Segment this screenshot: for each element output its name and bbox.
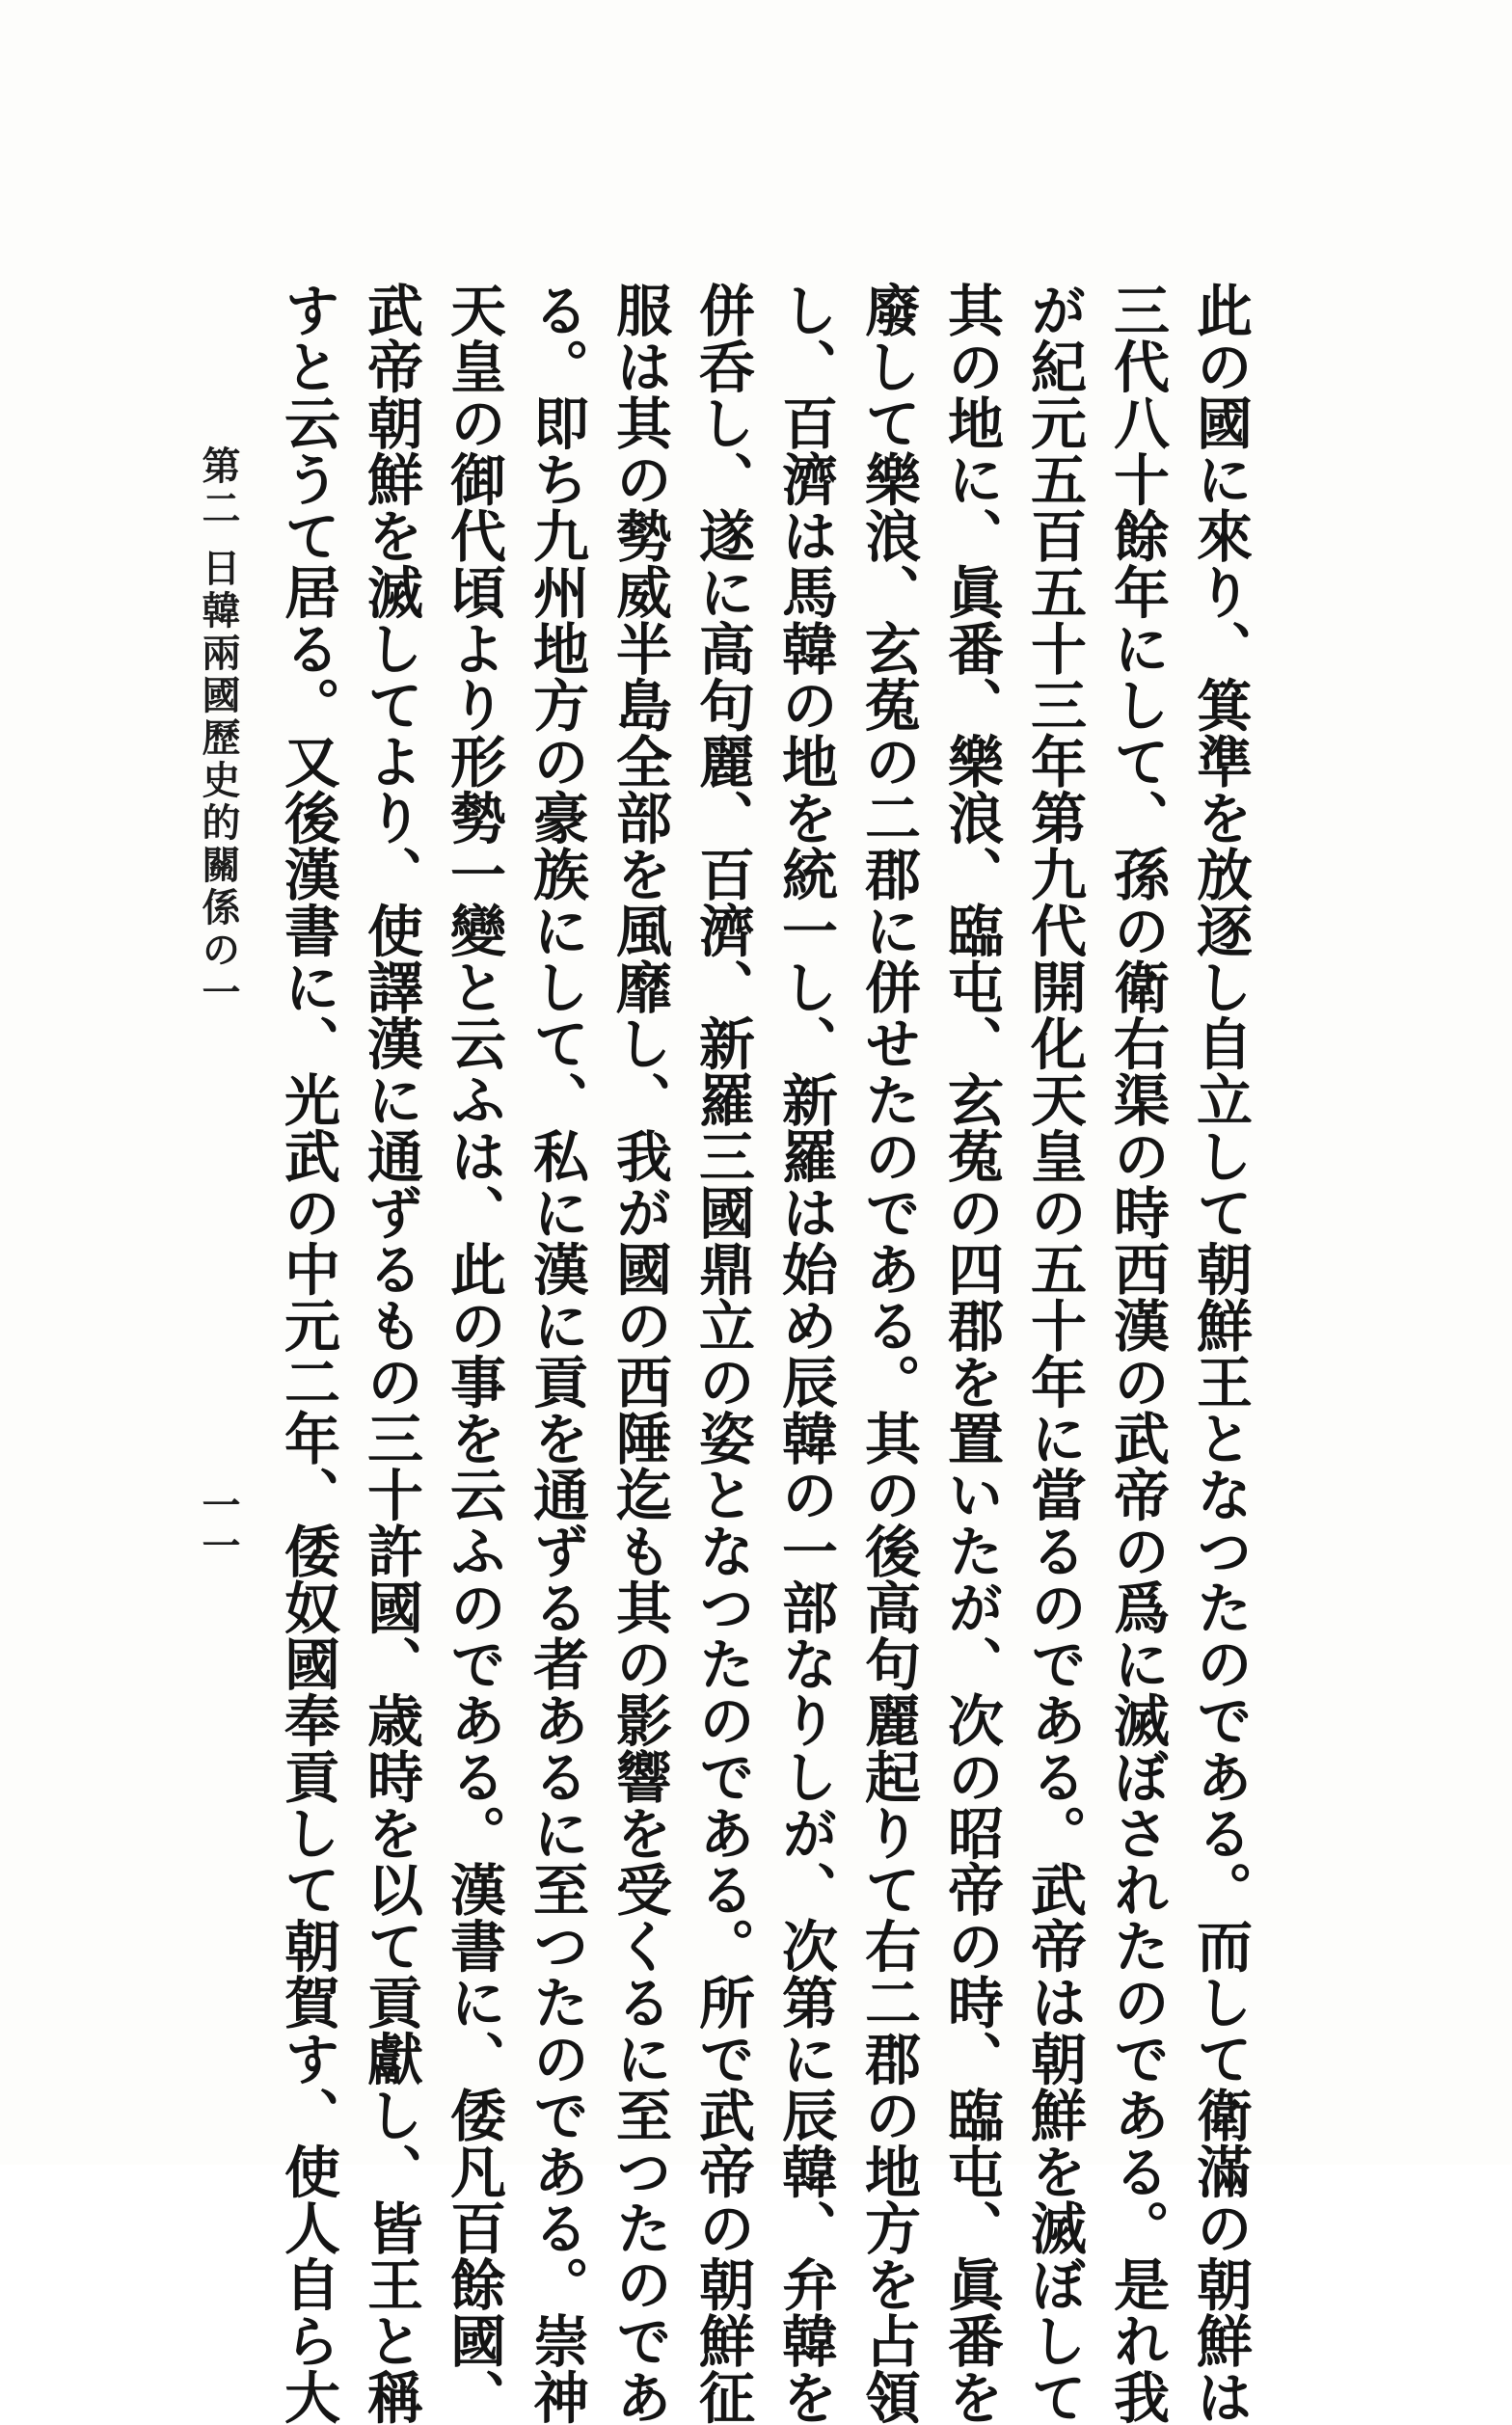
text-line-6: し、百濟は馬韓の地を統一し、新羅は始め辰韓の一部なりしが、次第に辰韓、弁韓を	[772, 282, 838, 2425]
text-line-10: 天皇の御代頃より形勢一變と云ふは、此の事を云ふのである。漢書に、倭凡百餘國、	[441, 282, 506, 2425]
text-line-3: が紀元五百五十三年第九代開化天皇の五十年に當るのである。武帝は朝鮮を滅ぼして	[1021, 282, 1087, 2425]
text-line-4: 其の地に、眞番、樂浪、臨屯、玄菟の四郡を置いたが、次の昭帝の時、臨屯、眞番を	[938, 282, 1004, 2425]
text-line-12: すと云うて居る。又後漢書に、光武の中元二年、倭奴國奉貢して朝賀す、使人自ら大	[275, 282, 340, 2425]
text-line-7: 併呑し、遂に高句麗、百濟、新羅三國鼎立の姿となつたのである。所で武帝の朝鮮征	[689, 282, 755, 2425]
text-line-11: 武帝朝鮮を滅してより、使譯漢に通ずるもの三十許國、歳時を以て貢獻し、皆王と稱	[358, 282, 423, 2425]
text-line-8: 服は其の勢威半島全部を風靡し、我が國の西陲迄も其の影響を受くるに至つたのであ	[607, 282, 672, 2425]
body-text	[266, 282, 1261, 2425]
text-line-9: る。即ち九州地方の豪族にして、私に漢に貢を通ずる者あるに至つたのである。崇神	[524, 282, 589, 2425]
text-line-1: 此の國に來り、箕準を放逐し自立して朝鮮王となつたのである。而して衛滿の朝鮮は	[1187, 282, 1253, 2425]
text-line-2: 三代八十餘年にして、孫の衛右渠の時西漢の武帝の爲に滅ぼされたのである。是れ我	[1104, 282, 1170, 2425]
text-line-5: 廢して樂浪、玄菟の二郡に併せたのである。其の後高句麗起りて右二郡の地方を占領	[855, 282, 921, 2425]
running-header: 第二 日韓兩國歷史的關係の一	[196, 445, 241, 1014]
page-number: 一一	[196, 1485, 241, 1566]
